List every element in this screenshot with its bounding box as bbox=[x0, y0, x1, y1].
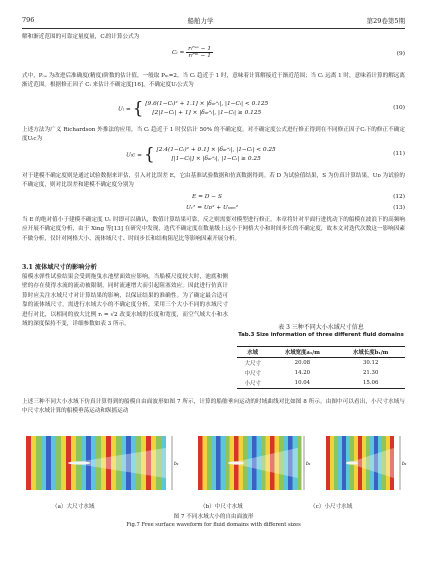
section-full-text: 上述三种不同大小水域下仿真计算得到的船模自由面波形如图 7 所示，计算的船舶垂向运动的时域曲线对比如图 8 所示。由图中可以看出，小尺寸水域与中尺寸水域计算的船模垂荡运动和纵摇运动 bbox=[22, 399, 405, 415]
dimension-label-b1: b₁ bbox=[306, 462, 311, 467]
panel-medium-domain bbox=[198, 436, 310, 494]
wave-field-medium bbox=[198, 436, 310, 494]
equation-9 bbox=[22, 44, 405, 68]
ship-hull bbox=[228, 461, 244, 464]
wave-stripe bbox=[326, 436, 330, 490]
table-cell: 中尺寸 bbox=[244, 371, 261, 377]
subcaption-b: （b）中尺寸水域 bbox=[200, 504, 243, 510]
subcaption-a: （a）大尺寸水域 bbox=[52, 504, 95, 510]
section-left-text: 船模水弹性试验结果会受到拖曳水池壁面效应影响，当船模尺度较大时，池底和侧壁的存在使得水流的流动被限制，同时流速增大而引起阻塞效应。因此进行仿真计算时应关注水域尺寸对计算结果的影响，以保证结果的准确性。为了确定最合适可靠的流体域尺寸，需进行水域大小的不确定度分析，采用三个大小不同的水域尺寸进行对比，以相同的放大比例 rᵢ = √2 改变水域的长度和宽度，而空气域大小和水域的深度保持不变，详细参数如表 3 所示。 bbox=[22, 274, 228, 328]
header-rule bbox=[22, 28, 405, 29]
eq12-expr: E = D − S bbox=[192, 194, 222, 200]
table-cell: 20.08 bbox=[294, 360, 311, 366]
table-cell: 大尺寸 bbox=[244, 361, 261, 367]
eq10-case-1: [9.6(1−Cᵢ)² + 1.1] × |δₐᵣᵉᵢ|, |1−Cᵢ| < 0.125 bbox=[145, 101, 269, 107]
wave-stripe bbox=[216, 436, 221, 490]
wave-stripe bbox=[56, 436, 61, 490]
wave-stripe bbox=[61, 436, 66, 490]
equation-11: Uᵢc = { [2.4(1−Cᵢ)² + 0.1] × |δₐᵣᵉᵢ|, |1−Cᵢ| < 0.25 [|1−Cᵢ|] × |δₐᵣᵉᵢ|, |1−Cᵢ| ≥ 0.25 (11) bbox=[126, 144, 405, 165]
running-header bbox=[22, 14, 405, 26]
table-header: 水域宽度a₁/m bbox=[284, 350, 320, 356]
wave-stripe bbox=[207, 436, 212, 490]
table-cell: 小尺寸 bbox=[244, 381, 261, 387]
table-cell: 21.30 bbox=[362, 370, 379, 376]
domain-size-table bbox=[237, 346, 405, 389]
paragraph-2: 式中，Pₒₑ 为改进后准确度(精度)阶数的估计值，一般取 Pₜₕ=2。当 Cᵢ 趋近于 1 时，意味着计算解接近于渐近范围；当 Cᵢ 远离 1 时，意味着计算的解远离渐近范围。根据修正因子 Cᵢ 来估计不确定度[16]，不确定度Uᵢ公式为 bbox=[22, 73, 405, 89]
wave-stripe bbox=[221, 436, 226, 490]
eq13-label: (13) bbox=[393, 205, 405, 211]
subcaption-c: （c）小尺寸水域 bbox=[310, 504, 353, 510]
ship-hull bbox=[346, 461, 358, 464]
eq9-lhs: Cᵢ = bbox=[172, 50, 185, 56]
volume-issue: 第29卷第5期 bbox=[366, 16, 405, 25]
figure-caption-cn: 图 7 不同水域大小的自由面波形 bbox=[173, 514, 254, 520]
eq9-numerator: rᵢᴾᵉˣ − 1 bbox=[188, 46, 212, 52]
journal-name: 船舶力学 bbox=[187, 16, 214, 25]
dimension-label-b1: b₁ bbox=[402, 462, 407, 467]
panel-small-domain bbox=[326, 436, 406, 494]
table-cell: 10.04 bbox=[294, 380, 311, 386]
equation-10: Uᵢ = { [9.6(1−Cᵢ)² + 1.1] × |δₐᵣᵉᵢ|, |1−Cᵢ| < 0.125 [2|1−Cᵢ| + 1] × |δₐᵣᵉᵢ|, |1−Cᵢ| ≥ 0.125 (10) bbox=[118, 98, 405, 119]
paragraph-4: 对于建模不确定度则是通过试验数据来评估，引入对比误差 E，它由基准试验数据和仿真数据得到。若 D 为试验值结果，S 为仿真计算结果，Uᴅ 为试验的不确定度，则对比误差和建模不确定度分别为 bbox=[22, 173, 405, 189]
wave-stripe bbox=[342, 436, 346, 490]
equation-12 bbox=[22, 194, 405, 203]
wave-stripe bbox=[330, 436, 334, 490]
eq9-denominator: rᵢᴾᵗʰ − 1 bbox=[188, 53, 211, 59]
wave-stripe bbox=[203, 436, 208, 490]
wave-stripe bbox=[212, 436, 217, 490]
ship-hull bbox=[68, 461, 90, 464]
eq11-case-1: [2.4(1−Cᵢ)² + 0.1] × |δₐᵣᵉᵢ|, |1−Cᵢ| < 0.25 bbox=[156, 147, 276, 153]
figure-7 bbox=[26, 436, 406, 491]
paragraph-1: 解和渐近范围的可靠定量度量，Cᵢ的计算公式为 bbox=[22, 34, 140, 40]
eq11-case-2: [|1−Cᵢ|] × |δₐᵣᵉᵢ|, |1−Cᵢ| ≥ 0.25 bbox=[171, 156, 261, 162]
wave-stripe bbox=[36, 436, 41, 490]
wave-stripe bbox=[51, 436, 56, 490]
panel-large-domain bbox=[26, 436, 178, 494]
eq10-lhs: Uᵢ = bbox=[118, 106, 131, 113]
table-cell: 14.20 bbox=[294, 370, 311, 376]
figure-caption-en: Fig.7 Free surface waveform for fluid domains with different sizes bbox=[126, 522, 301, 528]
paragraph-5: 当 E 的绝对值小于建模不确定度 Uᵥ 时即可以确认，数值计算结果可靠，反之则需要对模型进行修正。本章将针对平面行进扰动下的船模在波浪下的高频响应开展不确定度分析，由于 Xing 等[13] 在研究中发现，迭代不确定度在数量级上远小于网格大小和时间步长的不确定度，故本文对迭代次数这一影响因素不做分析，仅针对网格大小、流体域尺寸、时间步长和结构阻尼比等影响因素开展分析。 bbox=[22, 217, 405, 242]
table-header: 水域 bbox=[247, 350, 259, 356]
eq11-label: (11) bbox=[393, 151, 405, 157]
table-cell: 15.06 bbox=[362, 380, 379, 386]
table-row bbox=[237, 368, 405, 378]
table-header: 水域长度b₁/m bbox=[353, 350, 389, 356]
eq9-label: (9) bbox=[396, 51, 405, 57]
wave-field-large bbox=[26, 436, 178, 494]
eq12-label: (12) bbox=[393, 194, 405, 200]
table-title-en: Tab.3 Size information of three different fluid domains bbox=[238, 332, 404, 338]
page-number: 796 bbox=[22, 16, 35, 24]
wave-stripe bbox=[334, 436, 338, 490]
wave-stripe bbox=[31, 436, 36, 490]
wave-field-small bbox=[326, 436, 406, 494]
paragraph-3: 上述方法为广义 Richardson 外推法的应用，当 Cᵢ 趋近于 1 时仅估计 50% 的不确定度。对不确定度公式进行修正得到在不同修正因子Cᵢ下的修正不确定度Uᵢc为 bbox=[22, 127, 405, 143]
eq10-label: (10) bbox=[393, 105, 405, 111]
section-title: 3.1 流体域尺寸的影响分析 bbox=[22, 264, 97, 271]
eq11-lhs: Uᵢc = bbox=[126, 152, 142, 159]
table-title-cn: 表 3 三种不同大小水域尺寸信息 bbox=[278, 324, 364, 331]
wave-stripe bbox=[46, 436, 51, 490]
wave-stripe bbox=[41, 436, 46, 490]
eq10-case-2: [2|1−Cᵢ| + 1] × |δₐᵣᵉᵢ|, |1−Cᵢ| ≥ 0.125 bbox=[152, 110, 262, 116]
eq13-expr: Uᵥ² = Uᴅ² + Uₛₙₘ² bbox=[186, 205, 239, 211]
wave-stripe bbox=[26, 436, 31, 490]
table-header-row bbox=[237, 347, 405, 358]
table-row bbox=[237, 378, 405, 389]
wave-stripe bbox=[338, 436, 342, 490]
table-cell: 30.12 bbox=[362, 360, 379, 366]
equation-13 bbox=[22, 205, 405, 214]
dimension-label-b1: b₁ bbox=[174, 462, 179, 467]
wave-stripe bbox=[198, 436, 203, 490]
table-row bbox=[237, 358, 405, 369]
